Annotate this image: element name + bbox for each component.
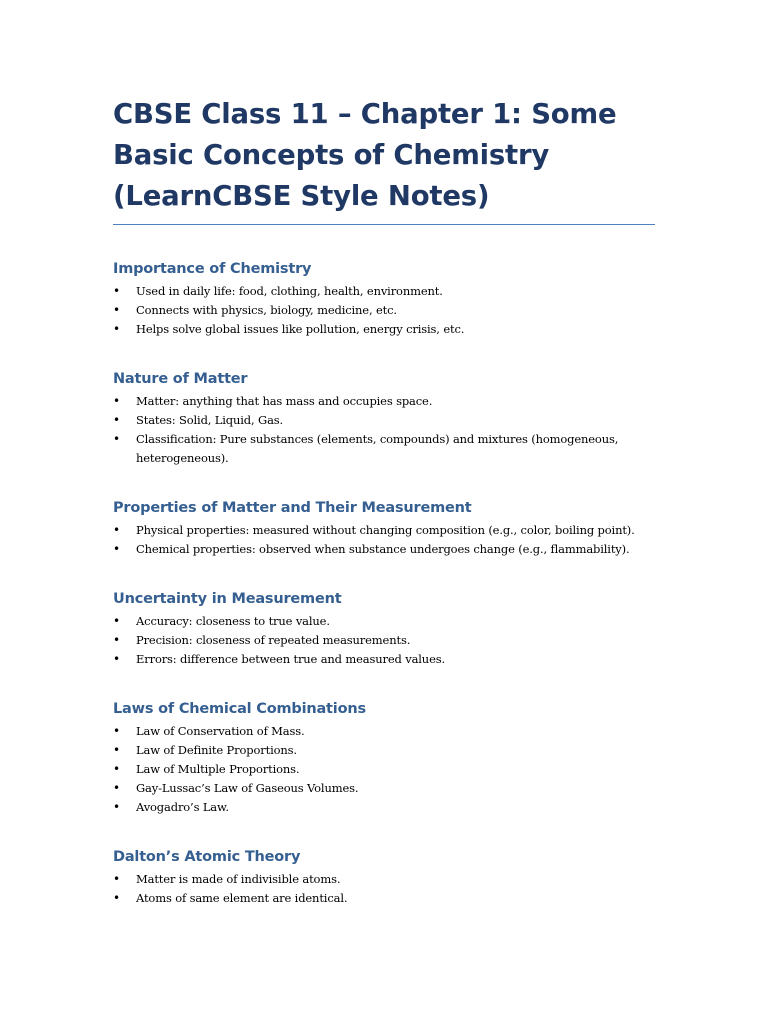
list-item	[113, 540, 655, 559]
bullet-icon: •	[113, 413, 120, 427]
list-item-text: Law of Multiple Proportions.	[136, 762, 300, 776]
list-item	[113, 889, 655, 908]
bullet-icon: •	[113, 432, 120, 446]
list-item-text: Connects with physics, biology, medicine, etc.	[136, 303, 397, 317]
bullet-list	[113, 870, 655, 908]
bullet-list	[113, 612, 655, 669]
document-title: CBSE Class 11 – Chapter 1: Some Basic Concepts of Chemistry (LearnCBSE Style Notes)	[113, 94, 655, 225]
bullet-icon: •	[113, 542, 120, 556]
bullet-icon: •	[113, 762, 120, 776]
bullet-icon: •	[113, 652, 120, 666]
section-heading: Nature of Matter	[113, 371, 248, 387]
list-item-text: Errors: difference between true and measured values.	[136, 652, 445, 666]
bullet-icon: •	[113, 633, 120, 647]
bullet-icon: •	[113, 614, 120, 628]
bullet-list	[113, 722, 655, 817]
list-item	[113, 741, 655, 760]
section-laws-of-chemical-combinations	[113, 699, 655, 817]
list-item-text: Precision: closeness of repeated measurements.	[136, 633, 411, 647]
list-item	[113, 411, 655, 430]
list-item-text: Law of Definite Proportions.	[136, 743, 297, 757]
list-item	[113, 779, 655, 798]
section-heading: Importance of Chemistry	[113, 261, 312, 277]
bullet-icon: •	[113, 394, 120, 408]
bullet-list	[113, 282, 655, 339]
list-item	[113, 521, 655, 540]
section-daltons-atomic-theory	[113, 847, 655, 908]
section-heading: Laws of Chemical Combinations	[113, 701, 366, 717]
bullet-icon: •	[113, 724, 120, 738]
bullet-list	[113, 392, 655, 468]
list-item	[113, 430, 655, 468]
list-item-text: Classification: Pure substances (elements, compounds) and mixtures (homogeneous, heterogeneous).	[136, 432, 619, 465]
list-item-text: Law of Conservation of Mass.	[136, 724, 305, 738]
list-item-text: Avogadro’s Law.	[136, 800, 229, 814]
list-item	[113, 392, 655, 411]
section-properties-of-matter	[113, 498, 655, 559]
bullet-list	[113, 521, 655, 559]
list-item	[113, 301, 655, 320]
list-item-text: Gay-Lussac’s Law of Gaseous Volumes.	[136, 781, 359, 795]
list-item-text: Helps solve global issues like pollution, energy crisis, etc.	[136, 322, 465, 336]
list-item-text: Matter is made of indivisible atoms.	[136, 872, 341, 886]
list-item	[113, 282, 655, 301]
list-item	[113, 870, 655, 889]
list-item	[113, 722, 655, 741]
section-uncertainty-in-measurement	[113, 589, 655, 669]
bullet-icon: •	[113, 303, 120, 317]
bullet-icon: •	[113, 781, 120, 795]
list-item-text: Used in daily life: food, clothing, health, environment.	[136, 284, 443, 298]
list-item	[113, 650, 655, 669]
list-item	[113, 320, 655, 339]
section-heading: Properties of Matter and Their Measurement	[113, 500, 472, 516]
list-item-text: Accuracy: closeness to true value.	[136, 614, 330, 628]
list-item	[113, 798, 655, 817]
list-item-text: States: Solid, Liquid, Gas.	[136, 413, 284, 427]
section-heading: Dalton’s Atomic Theory	[113, 849, 301, 865]
list-item-text: Physical properties: measured without changing composition (e.g., color, boiling point).	[136, 523, 635, 537]
bullet-icon: •	[113, 284, 120, 298]
bullet-icon: •	[113, 322, 120, 336]
list-item	[113, 760, 655, 779]
bullet-icon: •	[113, 523, 120, 537]
list-item-text: Atoms of same element are identical.	[136, 891, 348, 905]
section-heading: Uncertainty in Measurement	[113, 591, 342, 607]
list-item-text: Matter: anything that has mass and occupies space.	[136, 394, 433, 408]
bullet-icon: •	[113, 872, 120, 886]
list-item-text: Chemical properties: observed when substance undergoes change (e.g., flammability).	[136, 542, 630, 556]
bullet-icon: •	[113, 800, 120, 814]
section-importance-of-chemistry	[113, 259, 655, 339]
section-nature-of-matter	[113, 369, 655, 468]
bullet-icon: •	[113, 743, 120, 757]
list-item	[113, 612, 655, 631]
list-item	[113, 631, 655, 650]
bullet-icon: •	[113, 891, 120, 905]
